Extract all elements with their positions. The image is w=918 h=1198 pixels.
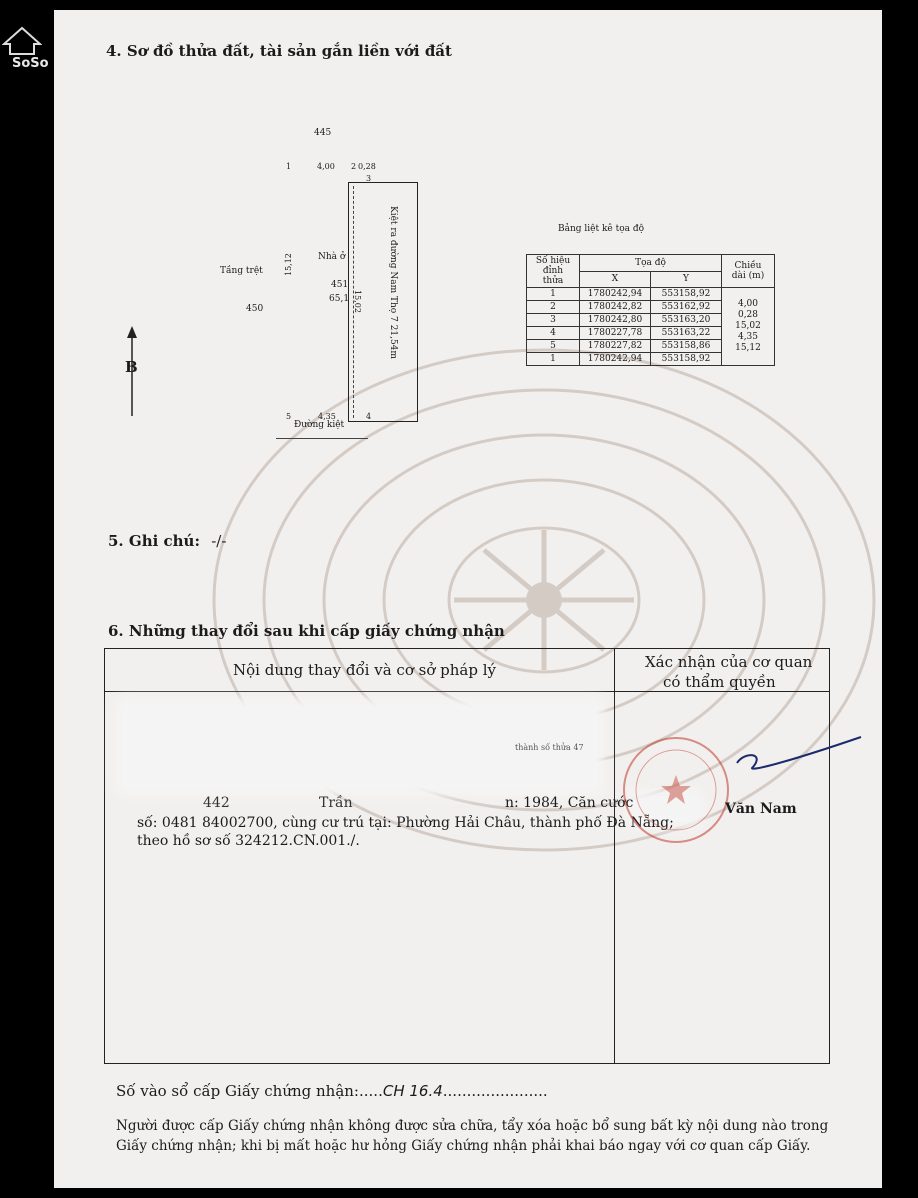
coord-table (526, 254, 775, 366)
length-value: 15,12 (735, 343, 761, 353)
changes-table (104, 648, 830, 1064)
row-y: 553163,22 (651, 327, 722, 340)
length-cell (722, 288, 775, 366)
length-value: 4,35 (737, 332, 759, 342)
row-x: 1780242,82 (580, 301, 651, 314)
point-5-label: 5 (286, 412, 292, 421)
registration-dots: ..... (359, 1082, 383, 1100)
coord-col-point: Số hiệu đỉnh thửa (527, 255, 580, 288)
logo-text: SoSo (12, 56, 49, 71)
coord-col-x: X (580, 271, 651, 288)
row-point: 5 (527, 340, 580, 353)
row-y: 553158,92 (651, 353, 722, 366)
change-line: số: 0481 84002700, cùng cư trú tại: Phường Hải Châu, thành phố Đà Nẵng; (137, 815, 674, 831)
row-point: 3 (527, 314, 580, 327)
point-3-label: 3 (366, 174, 372, 183)
bottom-width-label: 4,35 (318, 412, 336, 421)
row-x: 1780242,80 (580, 314, 651, 327)
footer-note-line1: Người được cấp Giấy chứng nhận không được sửa chữa, tẩy xóa hoặc bổ sung bất kỳ nội dung nào trong (116, 1118, 829, 1134)
parcel-number: 451 (331, 280, 349, 290)
row-point: 4 (527, 327, 580, 340)
side-road-label: Kiệt ra đường Nam Thọ 7 21,54m (388, 206, 398, 359)
road-label: Đường kiệt (294, 420, 345, 430)
length-value: 4,00 (737, 299, 759, 309)
registration-label: Số vào sổ cấp Giấy chứng nhận: (116, 1082, 359, 1100)
registration-row (116, 1082, 548, 1100)
table-row (527, 288, 775, 301)
coord-col-coords: Tọa độ (580, 255, 722, 272)
row-y: 553162,92 (651, 301, 722, 314)
length-value: 15,02 (735, 321, 761, 331)
section5-row (108, 532, 226, 550)
soso-logo (2, 26, 62, 76)
section5-heading: 5. Ghi chú: (108, 532, 200, 550)
north-letter: B (125, 358, 138, 376)
length-value: 0,28 (737, 310, 759, 320)
row-x: 1780227,78 (580, 327, 651, 340)
row-point: 1 (527, 353, 580, 366)
row-y: 553158,92 (651, 288, 722, 301)
change-fragment: 442 (203, 795, 230, 811)
north-parcel-label: 445 (314, 128, 332, 138)
side-left-label: 15,12 (284, 253, 293, 276)
row-y: 553163,20 (651, 314, 722, 327)
signature-icon (725, 733, 865, 793)
house-logo-icon (2, 26, 42, 56)
coord-col-y: Y (651, 271, 722, 288)
registration-dots: ...................... (442, 1082, 548, 1100)
row-x: 1780227,82 (580, 340, 651, 353)
top-width-label: 4,00 (317, 162, 335, 171)
section4-heading: 4. Sơ đồ thửa đất, tài sản gắn liền với đất (106, 42, 452, 60)
section6-heading: 6. Những thay đổi sau khi cấp giấy chứng nhận (108, 622, 505, 640)
change-line: theo hồ sơ số 324212.CN.001./. (137, 833, 360, 849)
row-y: 553158,86 (651, 340, 722, 353)
point-2-label: 2 (351, 162, 357, 171)
change-fragment: thành số thửa 47 (515, 743, 584, 752)
changes-col2-header-line2: có thẩm quyền (663, 673, 776, 691)
coord-col-length: Chiều dài (m) (722, 255, 775, 288)
west-parcel-label: 450 (246, 304, 264, 314)
point-4-label: 4 (366, 412, 372, 421)
house-label: Nhà ở (318, 252, 346, 262)
road-line (276, 438, 368, 439)
changes-col1-header: Nội dung thay đổi và cơ sở pháp lý (233, 661, 496, 679)
floor-label: Tầng trệt (220, 266, 263, 276)
top-small-label: 0,28 (358, 162, 376, 171)
coord-table-title: Bảng liệt kê tọa độ (558, 224, 645, 234)
row-x: 1780242,94 (580, 288, 651, 301)
point-1-label: 1 (286, 162, 292, 171)
row-point: 1 (527, 288, 580, 301)
parcel-area: 65,1 (329, 294, 350, 304)
official-seal-icon (621, 735, 731, 845)
row-point: 2 (527, 301, 580, 314)
side-right-label: 15,02 (353, 290, 362, 313)
registration-value: CH 16.4 (382, 1082, 443, 1100)
signer-name: Văn Nam (725, 801, 797, 817)
change-fragment: Trần (319, 795, 353, 811)
section5-value: -/- (211, 532, 227, 550)
change-fragment: n: 1984, Căn cước (505, 795, 634, 811)
footer-note-line2: Giấy chứng nhận; khi bị mất hoặc hư hỏng Giấy chứng nhận phải khai báo ngay với cơ quan cấp Giấy. (116, 1138, 811, 1154)
changes-col2-header-line1: Xác nhận của cơ quan (645, 653, 813, 671)
row-x: 1780242,94 (580, 353, 651, 366)
